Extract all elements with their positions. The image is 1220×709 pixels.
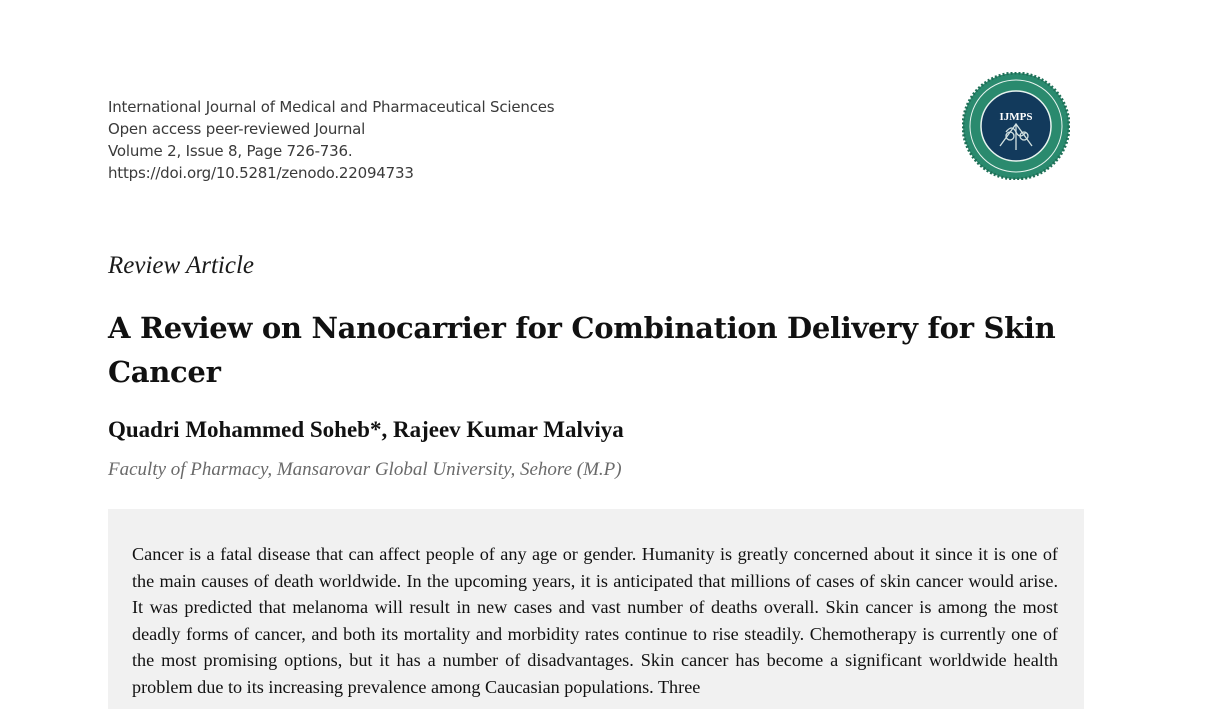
abstract-text: Cancer is a fatal disease that can affect people of any age or gender. Humanity is greatly concerned about it since it is one of the main causes of death worldwide. In the upcoming years, it is anticipated that millions of cases of skin cancer would arise. It was predicted that melanoma will result in new cases and vast number of deaths overall. Skin cancer is among the most deadly forms of cancer, and both its mortality and morbidity rates continue to rise steadily. Chemotherapy is currently one of the most promising options, but it has a number of disadvantages. Skin cancer has become a significant worldwide health problem due to its increasing prevalence among Caucasian populations. Three: [132, 544, 1058, 697]
author-affiliation: Faculty of Pharmacy, Mansarovar Global University, Sehore (M.P): [108, 459, 622, 480]
journal-type: Open access peer-reviewed Journal: [108, 120, 366, 138]
journal-header: [108, 96, 554, 184]
author-list: Quadri Mohammed Soheb*, Rajeev Kumar Malviya: [108, 417, 624, 442]
journal-seal-icon: [962, 72, 1070, 180]
doi-link[interactable]: https://doi.org/10.5281/zenodo.22094733: [108, 164, 414, 182]
journal-name: International Journal of Medical and Pharmaceutical Sciences: [108, 98, 555, 116]
abstract-box: [108, 509, 1084, 709]
article-type: Review Article: [108, 252, 255, 279]
volume-info: Volume 2, Issue 8, Page 726-736.: [108, 142, 353, 160]
article-title: A Review on Nanocarrier for Combination Delivery for Skin Cancer: [108, 311, 1056, 389]
seal-logo-text: IJMPS: [999, 111, 1033, 123]
